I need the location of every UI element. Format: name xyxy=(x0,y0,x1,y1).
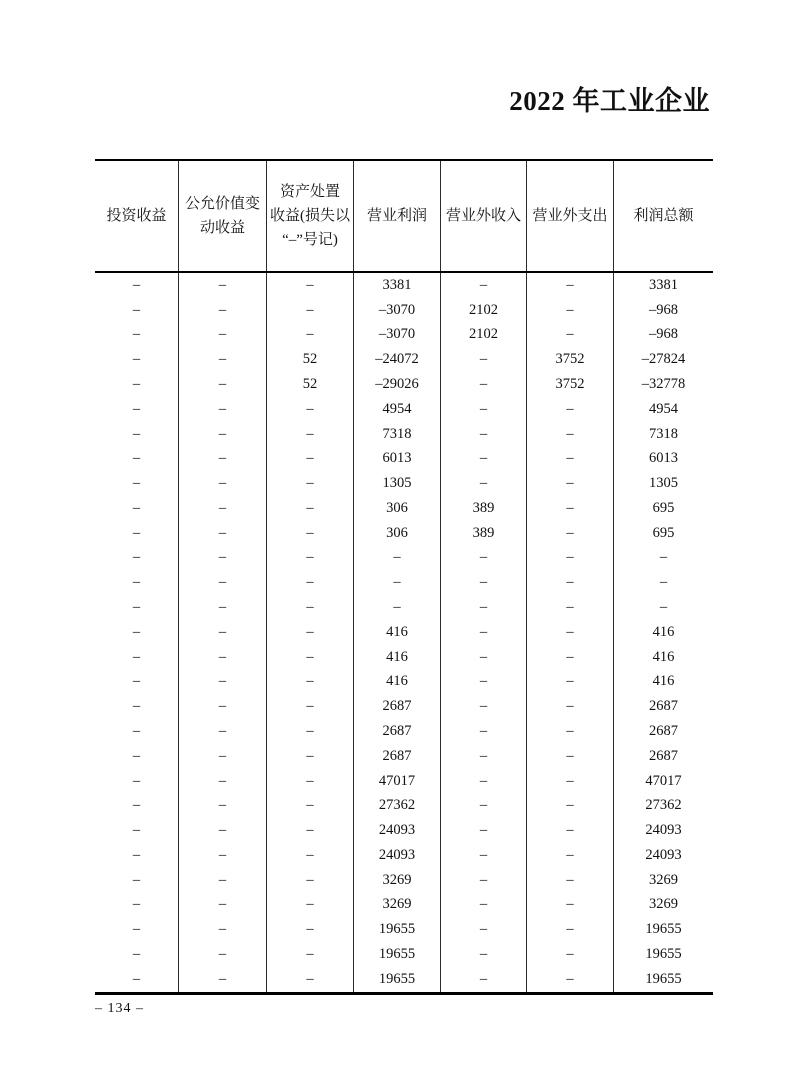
table-cell: 24093 xyxy=(645,846,682,863)
table-cell: – xyxy=(95,323,179,348)
table-cell: – xyxy=(179,446,267,471)
table-cell: – xyxy=(527,967,614,992)
table-cell: 47017 xyxy=(645,772,682,789)
table-cell: –32778 xyxy=(641,376,686,393)
table-cell: – xyxy=(267,546,354,571)
table-cell: 19655 xyxy=(354,942,441,967)
table-cell: –3070 xyxy=(354,298,441,323)
table-cell: 1305 xyxy=(354,471,441,496)
table-cell: – xyxy=(441,570,527,595)
table-cell: – xyxy=(441,397,527,422)
table-cell: –29026 xyxy=(354,372,441,397)
table-cell: – xyxy=(267,471,354,496)
table-cell: 52 xyxy=(267,372,354,397)
table-cell: – xyxy=(179,496,267,521)
column-header-line: 营业利润 xyxy=(366,208,427,224)
table-cell: 389 xyxy=(441,521,527,546)
table-cell: – xyxy=(527,397,614,422)
table-cell: – xyxy=(527,818,614,843)
table-row xyxy=(95,868,713,893)
table-cell: – xyxy=(179,546,267,571)
table-cell: – xyxy=(527,868,614,893)
table-row xyxy=(95,818,713,843)
table-cell: – xyxy=(267,595,354,620)
table-cell: – xyxy=(267,298,354,323)
column-header xyxy=(527,161,614,271)
table-cell: – xyxy=(179,347,267,372)
table-cell: 19655 xyxy=(645,921,682,938)
column-header-line: 营业外收入 xyxy=(445,208,521,224)
table-row xyxy=(95,595,713,620)
column-header xyxy=(267,161,354,271)
table-cell: – xyxy=(179,570,267,595)
table-cell: 3752 xyxy=(527,347,614,372)
table-cell: – xyxy=(95,372,179,397)
table-row xyxy=(95,670,713,695)
table-cell: – xyxy=(527,570,614,595)
table-cell: – xyxy=(95,521,179,546)
table-cell: – xyxy=(95,546,179,571)
table-cell: –24072 xyxy=(354,347,441,372)
table-cell: – xyxy=(527,298,614,323)
table-header-row xyxy=(95,159,713,273)
table-cell: 306 xyxy=(354,521,441,546)
table-cell: 47017 xyxy=(354,769,441,794)
table-row xyxy=(95,347,713,372)
table-cell: 416 xyxy=(652,648,675,665)
table-cell: – xyxy=(95,893,179,918)
table-cell: 7318 xyxy=(354,422,441,447)
table-cell: – xyxy=(441,793,527,818)
table-cell: – xyxy=(527,670,614,695)
table-cell: – xyxy=(441,893,527,918)
table-cell: – xyxy=(179,298,267,323)
table-cell: 2687 xyxy=(649,747,678,764)
table-cell: – xyxy=(179,967,267,992)
table-cell: 1305 xyxy=(649,475,678,492)
table-cell: 7318 xyxy=(649,425,678,442)
column-header xyxy=(95,161,179,271)
table-cell: – xyxy=(267,719,354,744)
table-cell: – xyxy=(527,422,614,447)
table-cell: – xyxy=(441,446,527,471)
data-table xyxy=(95,159,713,995)
table-row xyxy=(95,769,713,794)
table-cell: – xyxy=(441,347,527,372)
table-row xyxy=(95,372,713,397)
table-cell: – xyxy=(527,546,614,571)
table-cell: – xyxy=(179,670,267,695)
table-cell: – xyxy=(179,273,267,298)
table-cell: – xyxy=(527,719,614,744)
table-cell: 24093 xyxy=(645,822,682,839)
table-cell: 24093 xyxy=(354,818,441,843)
table-row xyxy=(95,446,713,471)
table-row xyxy=(95,893,713,918)
table-cell: – xyxy=(267,521,354,546)
table-cell: – xyxy=(95,942,179,967)
table-cell: – xyxy=(179,521,267,546)
table-cell: – xyxy=(179,595,267,620)
table-cell: –968 xyxy=(649,301,678,318)
table-cell: 19655 xyxy=(354,967,441,992)
page-title: 2022 年工业企业 xyxy=(509,86,710,116)
table-cell: 6013 xyxy=(354,446,441,471)
column-header xyxy=(614,161,713,271)
table-cell: – xyxy=(267,893,354,918)
table-cell: – xyxy=(441,273,527,298)
table-cell: – xyxy=(267,620,354,645)
table-cell: – xyxy=(179,893,267,918)
table-cell: – xyxy=(441,422,527,447)
table-cell: 3269 xyxy=(354,893,441,918)
table-cell: – xyxy=(267,273,354,298)
table-row xyxy=(95,298,713,323)
table-cell: – xyxy=(441,372,527,397)
table-row xyxy=(95,570,713,595)
table-cell: – xyxy=(267,323,354,348)
table-row xyxy=(95,273,713,298)
table-cell: – xyxy=(267,744,354,769)
column-header xyxy=(179,161,267,271)
table-cell: – xyxy=(95,793,179,818)
table-cell: – xyxy=(354,595,441,620)
table-cell: – xyxy=(527,446,614,471)
table-cell: – xyxy=(95,595,179,620)
table-cell: 3381 xyxy=(649,276,678,293)
table-cell: – xyxy=(659,599,668,616)
table-cell: – xyxy=(659,549,668,566)
table-cell: – xyxy=(441,843,527,868)
table-cell: – xyxy=(267,967,354,992)
table-row xyxy=(95,620,713,645)
table-cell: – xyxy=(179,818,267,843)
table-cell: – xyxy=(95,496,179,521)
table-cell: – xyxy=(267,397,354,422)
table-row xyxy=(95,719,713,744)
table-cell: – xyxy=(267,818,354,843)
table-cell: – xyxy=(267,793,354,818)
table-cell: – xyxy=(441,769,527,794)
table-cell: – xyxy=(267,694,354,719)
table-cell: 2687 xyxy=(649,698,678,715)
table-row xyxy=(95,967,713,992)
table-cell: – xyxy=(179,769,267,794)
table-cell: – xyxy=(441,670,527,695)
table-cell: – xyxy=(95,967,179,992)
table-cell: – xyxy=(441,546,527,571)
table-cell: – xyxy=(95,917,179,942)
column-header-line: 公允价值变 xyxy=(184,196,260,212)
table-cell: – xyxy=(179,843,267,868)
table-cell: – xyxy=(179,323,267,348)
table-cell: – xyxy=(95,347,179,372)
table-cell: – xyxy=(527,496,614,521)
table-cell: 4954 xyxy=(354,397,441,422)
table-cell: 3269 xyxy=(649,871,678,888)
table-cell: – xyxy=(179,917,267,942)
table-cell: – xyxy=(179,645,267,670)
table-row xyxy=(95,471,713,496)
table-cell: 3381 xyxy=(354,273,441,298)
page-number: – 134 – xyxy=(95,1001,144,1016)
table-cell: – xyxy=(267,570,354,595)
table-cell: – xyxy=(95,422,179,447)
table-cell: – xyxy=(659,574,668,591)
table-cell: 3752 xyxy=(527,372,614,397)
table-cell: – xyxy=(527,273,614,298)
table-cell: – xyxy=(95,744,179,769)
table-cell: – xyxy=(527,521,614,546)
table-cell: – xyxy=(441,942,527,967)
table-cell: 19655 xyxy=(645,945,682,962)
table-cell: – xyxy=(441,917,527,942)
table-cell: 27362 xyxy=(645,797,682,814)
table-cell: – xyxy=(179,422,267,447)
table-cell: – xyxy=(179,868,267,893)
table-cell: – xyxy=(527,843,614,868)
table-cell: – xyxy=(441,719,527,744)
column-header-line: 动收益 xyxy=(199,220,245,236)
column-header-line: 营业外支出 xyxy=(532,208,608,224)
table-cell: – xyxy=(267,843,354,868)
table-cell: – xyxy=(527,620,614,645)
table-cell: 695 xyxy=(652,499,675,516)
table-cell: – xyxy=(527,645,614,670)
table-row xyxy=(95,793,713,818)
table-row xyxy=(95,694,713,719)
table-cell: – xyxy=(527,471,614,496)
table-cell: 2687 xyxy=(354,744,441,769)
table-cell: – xyxy=(441,868,527,893)
table-cell: – xyxy=(441,967,527,992)
table-cell: – xyxy=(441,818,527,843)
table-cell: – xyxy=(179,372,267,397)
column-header-line: 利润总额 xyxy=(633,208,694,224)
table-cell: – xyxy=(441,620,527,645)
table-cell: – xyxy=(95,694,179,719)
table-cell: – xyxy=(267,446,354,471)
table-cell: 2687 xyxy=(354,719,441,744)
table-cell: 3269 xyxy=(354,868,441,893)
table-cell: – xyxy=(267,670,354,695)
table-cell: 3269 xyxy=(649,896,678,913)
table-row xyxy=(95,496,713,521)
table-cell: 306 xyxy=(354,496,441,521)
table-cell: –968 xyxy=(649,326,678,343)
table-row xyxy=(95,917,713,942)
table-cell: 416 xyxy=(354,645,441,670)
column-header-line: 收益(损失以 xyxy=(270,208,350,224)
table-cell: – xyxy=(95,670,179,695)
table-row xyxy=(95,422,713,447)
table-cell: –27824 xyxy=(641,351,686,368)
table-cell: 2102 xyxy=(441,323,527,348)
table-cell: –3070 xyxy=(354,323,441,348)
table-cell: – xyxy=(441,694,527,719)
table-cell: 389 xyxy=(441,496,527,521)
table-cell: – xyxy=(527,917,614,942)
table-cell: 2102 xyxy=(441,298,527,323)
table-cell: – xyxy=(95,570,179,595)
table-cell: 52 xyxy=(267,347,354,372)
table-cell: – xyxy=(179,942,267,967)
table-cell: – xyxy=(527,595,614,620)
table-cell: – xyxy=(527,694,614,719)
table-cell: – xyxy=(95,446,179,471)
table-cell: – xyxy=(179,694,267,719)
table-cell: – xyxy=(95,769,179,794)
table-cell: – xyxy=(95,273,179,298)
table-cell: – xyxy=(354,570,441,595)
table-cell: – xyxy=(441,595,527,620)
table-cell: – xyxy=(95,298,179,323)
table-row xyxy=(95,397,713,422)
table-cell: – xyxy=(95,471,179,496)
table-cell: – xyxy=(179,620,267,645)
table-body xyxy=(95,273,713,995)
table-cell: – xyxy=(267,769,354,794)
table-row xyxy=(95,546,713,571)
column-header xyxy=(354,161,441,271)
table-cell: 6013 xyxy=(649,450,678,467)
table-row xyxy=(95,843,713,868)
table-cell: – xyxy=(267,422,354,447)
table-cell: – xyxy=(267,942,354,967)
table-cell: 24093 xyxy=(354,843,441,868)
table-cell: – xyxy=(95,397,179,422)
table-cell: – xyxy=(95,843,179,868)
column-header xyxy=(441,161,527,271)
table-cell: – xyxy=(95,868,179,893)
table-cell: – xyxy=(95,818,179,843)
table-cell: – xyxy=(354,546,441,571)
table-cell: – xyxy=(267,917,354,942)
table-cell: – xyxy=(527,323,614,348)
table-cell: 416 xyxy=(354,670,441,695)
table-cell: – xyxy=(441,645,527,670)
table-cell: – xyxy=(179,471,267,496)
table-cell: 2687 xyxy=(649,722,678,739)
table-cell: – xyxy=(179,744,267,769)
table-cell: – xyxy=(95,620,179,645)
table-cell: 416 xyxy=(652,673,675,690)
table-cell: – xyxy=(95,719,179,744)
table-cell: – xyxy=(95,645,179,670)
table-row xyxy=(95,942,713,967)
column-header-line: “–”号记) xyxy=(282,232,338,248)
column-header-line: 资产处置 xyxy=(279,184,340,200)
table-cell: 27362 xyxy=(354,793,441,818)
table-cell: – xyxy=(267,868,354,893)
table-cell: – xyxy=(179,397,267,422)
table-cell: 416 xyxy=(354,620,441,645)
table-cell: 4954 xyxy=(649,400,678,417)
table-cell: – xyxy=(179,719,267,744)
table-cell: – xyxy=(179,793,267,818)
table-cell: 695 xyxy=(652,524,675,541)
table-row xyxy=(95,323,713,348)
table-cell: 19655 xyxy=(645,970,682,987)
table-row xyxy=(95,645,713,670)
table-cell: – xyxy=(527,942,614,967)
table-cell: – xyxy=(267,496,354,521)
table-cell: – xyxy=(527,893,614,918)
table-cell: – xyxy=(441,471,527,496)
table-cell: 416 xyxy=(652,623,675,640)
table-row xyxy=(95,521,713,546)
table-row xyxy=(95,744,713,769)
table-cell: – xyxy=(267,645,354,670)
table-cell: – xyxy=(527,744,614,769)
table-cell: – xyxy=(527,769,614,794)
table-cell: 19655 xyxy=(354,917,441,942)
table-cell: – xyxy=(527,793,614,818)
table-cell: – xyxy=(441,744,527,769)
table-cell: 2687 xyxy=(354,694,441,719)
column-header-line: 投资收益 xyxy=(106,208,167,224)
